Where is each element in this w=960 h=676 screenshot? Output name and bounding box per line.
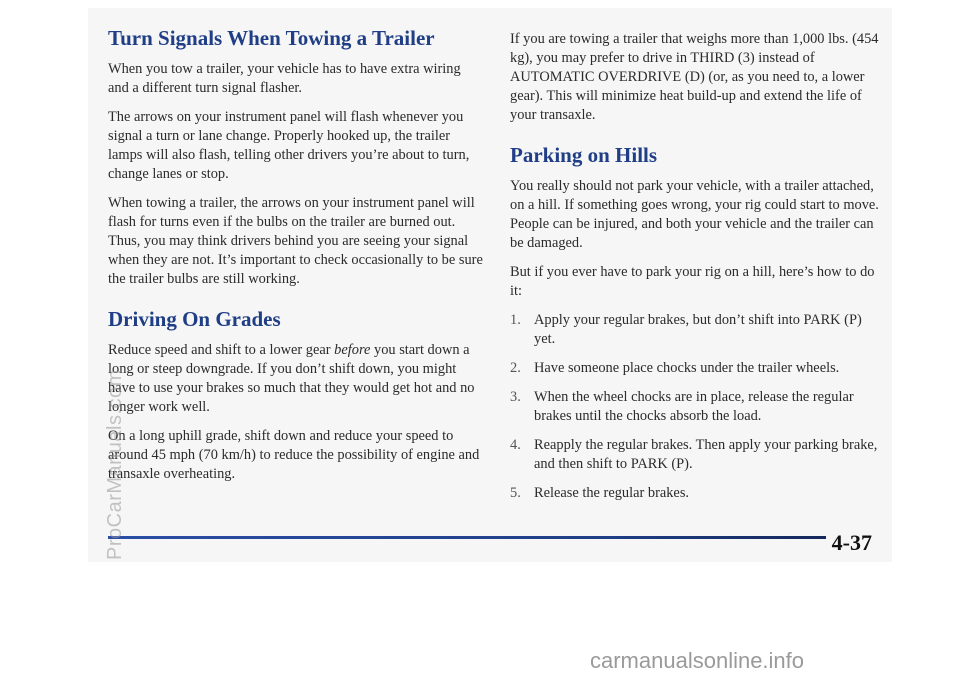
footer-watermark: carmanualsonline.info bbox=[590, 648, 805, 673]
step-number: 2. bbox=[510, 360, 521, 377]
list-item bbox=[510, 484, 882, 503]
heading-parking-on-hills: Parking on Hills bbox=[510, 143, 658, 167]
list-item bbox=[510, 436, 882, 474]
paragraph: If you are towing a trailer that weighs more than 1,000 lbs. (454 kg), you may prefer to drive in THIRD (3) instead of AUTOMATIC OVERDRIVE (D) (or, as you need to, a lower gear). This will minimize heat build-up and extend the life of your transaxle. bbox=[510, 31, 879, 123]
side-watermark: ProCarManuals.com bbox=[104, 369, 126, 560]
step-text: When the wheel chocks are in place, release the regular brakes until the chocks absorb the load. bbox=[534, 389, 854, 425]
steps-list bbox=[510, 311, 882, 503]
step-text: Have someone place chocks under the trailer wheels. bbox=[534, 360, 840, 377]
paragraph: On a long uphill grade, shift down and reduce your speed to around 45 mph (70 km/h) to reduce the possibility of engine and transaxle overheating. bbox=[108, 428, 480, 483]
step-number: 3. bbox=[510, 389, 521, 406]
page-number: 4-37 bbox=[831, 530, 872, 555]
list-item bbox=[510, 388, 882, 426]
paragraph: The arrows on your instrument panel will flash whenever you signal a turn or lane change. Properly hooked up, the trailer lamps will also flash, telling other drivers you’re about to turn, change lanes or stop. bbox=[108, 109, 470, 183]
left-column bbox=[108, 26, 484, 494]
footer-rule bbox=[108, 536, 826, 539]
paragraph: You really should not park your vehicle, with a trailer attached, on a hill. If something goes wrong, your rig could start to move. People can be injured, and both your vehicle and the trailer can be damaged. bbox=[510, 178, 879, 252]
paragraph-grades bbox=[108, 341, 484, 417]
list-item bbox=[510, 311, 882, 349]
step-text: Reapply the regular brakes. Then apply your parking brake, and then shift to PARK (P). bbox=[534, 437, 878, 473]
heading-driving-on-grades: Driving On Grades bbox=[108, 307, 281, 332]
step-text: Apply your regular brakes, but don’t shift into PARK (P) yet. bbox=[534, 312, 862, 348]
step-number: 1. bbox=[510, 312, 521, 329]
paragraph: But if you ever have to park your rig on a hill, here’s how to do it: bbox=[510, 264, 875, 300]
list-item bbox=[510, 359, 882, 378]
heading-turn-signals: Turn Signals When Towing a Trailer bbox=[108, 26, 435, 50]
text-run: Reduce speed and shift to a lower gear bbox=[108, 342, 335, 359]
step-number: 5. bbox=[510, 485, 521, 502]
step-text: Release the regular brakes. bbox=[534, 485, 690, 502]
text-run: you start down a long or steep downgrade. If you don’t shift down, you might have to use your brakes so much that they would get hot and no longer work well. bbox=[108, 342, 475, 416]
paragraph: When towing a trailer, the arrows on your instrument panel will flash for turns even if the bulbs on the trailer are burned out. Thus, you may think drivers behind you are seeing your signal when they are not. It’s important to check occasionally to be sure the trailer bulbs are still working. bbox=[108, 195, 483, 288]
step-number: 4. bbox=[510, 437, 521, 454]
emphasis-before: before bbox=[334, 342, 371, 359]
manual-page bbox=[88, 8, 892, 562]
paragraph: When you tow a trailer, your vehicle has to have extra wiring and a different turn signal flasher. bbox=[108, 61, 461, 97]
right-column bbox=[510, 30, 882, 513]
